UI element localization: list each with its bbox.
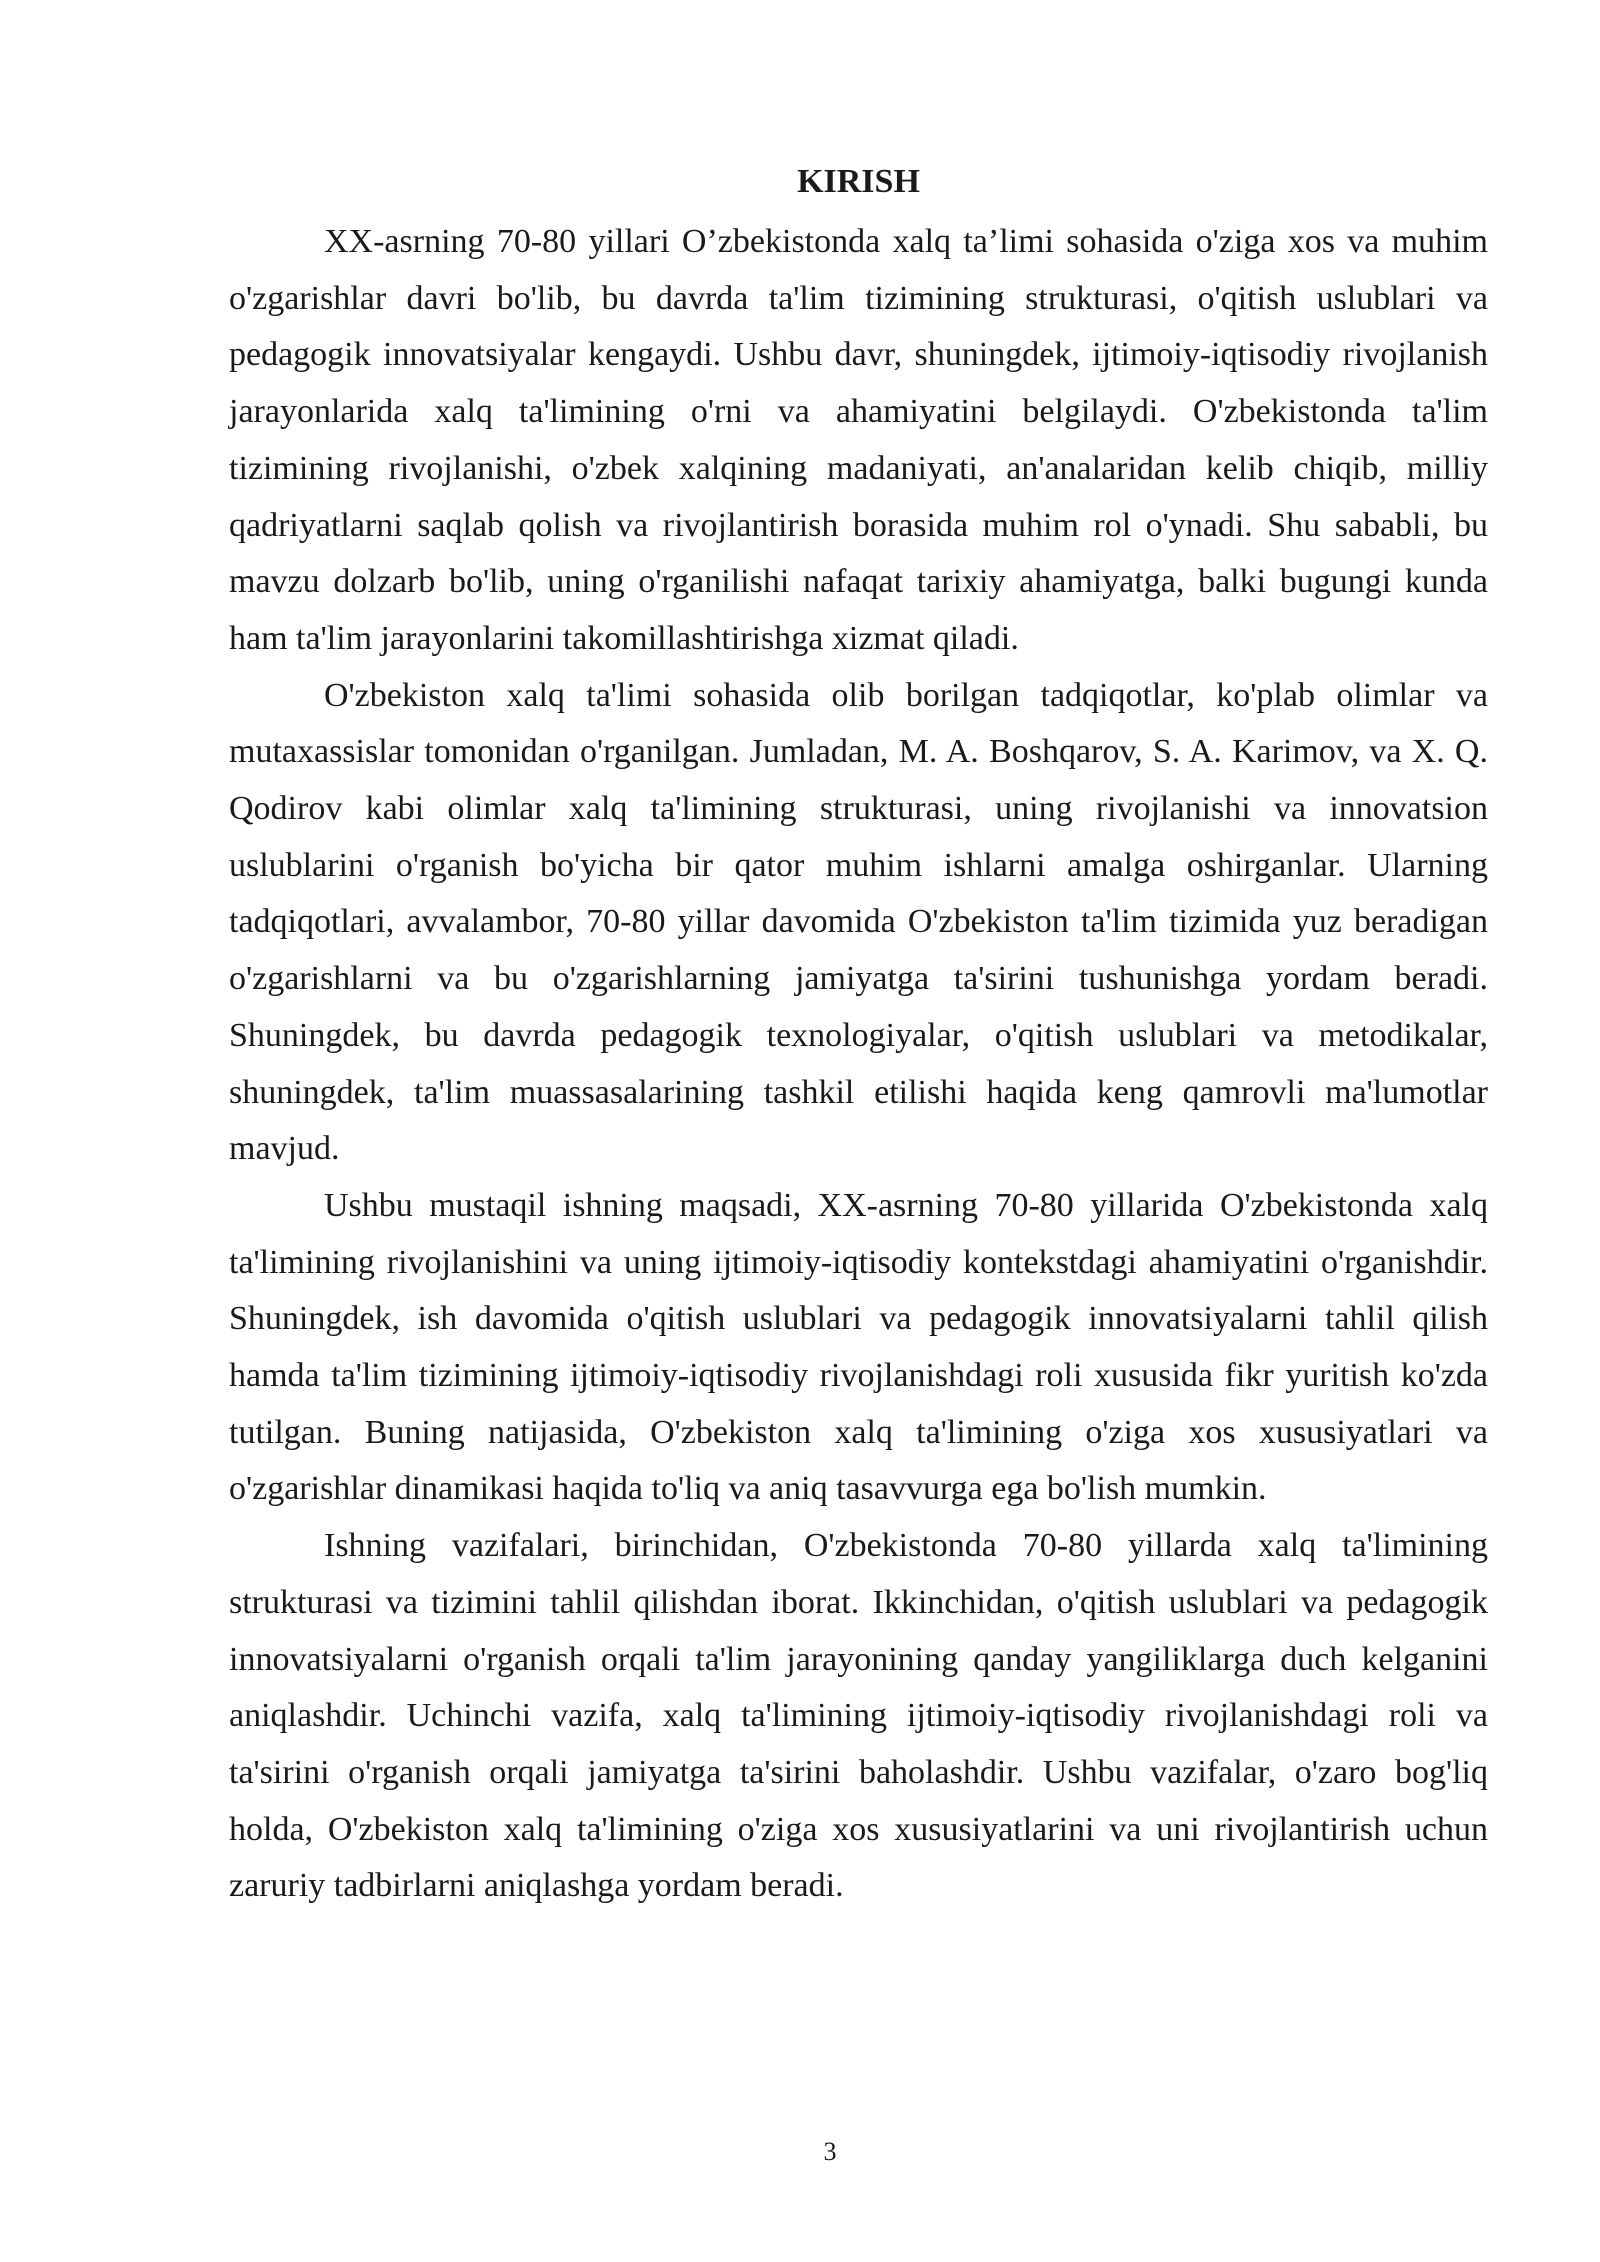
page-number: 3 — [823, 2137, 837, 2166]
paragraph-intro: XX-asrning 70-80 yillari O’zbekistonda xalq ta’limi sohasida o'ziga xos va muhim o'zgarishlar davri bo'lib, bu davrda ta'lim tizimining strukturasi, o'qitish uslublari va pedagogik innovatsiyalar kengaydi. Ushbu davr, shuningdek, ijtimoiy-iqtisodiy rivojlanish jarayonlarida xalq ta'limining o'rni va ahamiyatini belgilaydi. O'zbekistonda ta'lim tizimining rivojlanishi, o'zbek xalqining madaniyati, an'analaridan kelib chiqib, milliy qadriyatlarni saqlab qolish va rivojlantirish borasida muhim rol o'ynadi. Shu sababli, bu mavzu dolzarb bo'lib, uning o'rganilishi nafaqat tarixiy ahamiyatga, balki bugungi kunda ham ta'lim jarayonlarini takomillashtirishga xizmat qiladi. — [229, 223, 1488, 657]
page-content — [229, 160, 1488, 1915]
section-title: KIRISH — [797, 163, 920, 200]
paragraph-tasks: Ishning vazifalari, birinchidan, O'zbekistonda 70-80 yillarda xalq ta'limining strukturasi va tizimini tahlil qilishdan iborat. Ikkinchidan, o'qitish uslublari va pedagogik innovatsiyalarni o'rganish orqali ta'lim jarayonining qanday yangiliklarga duch kelganini aniqlashdir. Uchinchi vazifa, xalq ta'limining ijtimoiy-iqtisodiy rivojlanishdagi roli va ta'sirini o'rganish orqali jamiyatga ta'sirini baholashdir. Ushbu vazifalar, o'zaro bog'liq holda, O'zbekiston xalq ta'limining o'ziga xos xususiyatlarini va uni rivojlantirish uchun zaruriy tadbirlarni aniqlashga yordam beradi. — [229, 1527, 1488, 1905]
paragraph-goal: Ushbu mustaqil ishning maqsadi, XX-asrning 70-80 yillarida O'zbekistonda xalq ta'limining rivojlanishini va uning ijtimoiy-iqtisodiy kontekstdagi ahamiyatini o'rganishdir. Shuningdek, ish davomida o'qitish uslublari va pedagogik innovatsiyalarni tahlil qilish hamda ta'lim tizimining ijtimoiy-iqtisodiy rivojlanishdagi roli xususida fikr yuritish ko'zda tutilgan. Buning natijasida, O'zbekiston xalq ta'limining o'ziga xos xususiyatlari va o'zgarishlar dinamikasi haqida to'liq va aniq tasavvurga ega bo'lish mumkin. — [229, 1186, 1488, 1508]
paragraph-literature-review: O'zbekiston xalq ta'limi sohasida olib borilgan tadqiqotlar, ko'plab olimlar va mutaxassislar tomonidan o'rganilgan. Jumladan, M. A. Boshqarov, S. A. Karimov, va X. Q. Qodirov kabi olimlar xalq ta'limining strukturasi, uning rivojlanishi va innovatsion uslublarini o'rganish bo'yicha bir qator muhim ishlarni amalga oshirganlar. Ularning tadqiqotlari, avvalambor, 70-80 yillar davomida O'zbekiston ta'lim tizimida yuz beradigan o'zgarishlarni va bu o'zgarishlarning jamiyatga ta'sirini tushunishga yordam beradi. Shuningdek, bu davrda pedagogik texnologiyalar, o'qitish uslublari va metodikalar, shuningdek, ta'lim muassasalarining tashkil etilishi haqida keng qamrovli ma'lumotlar mavjud. — [229, 676, 1488, 1168]
